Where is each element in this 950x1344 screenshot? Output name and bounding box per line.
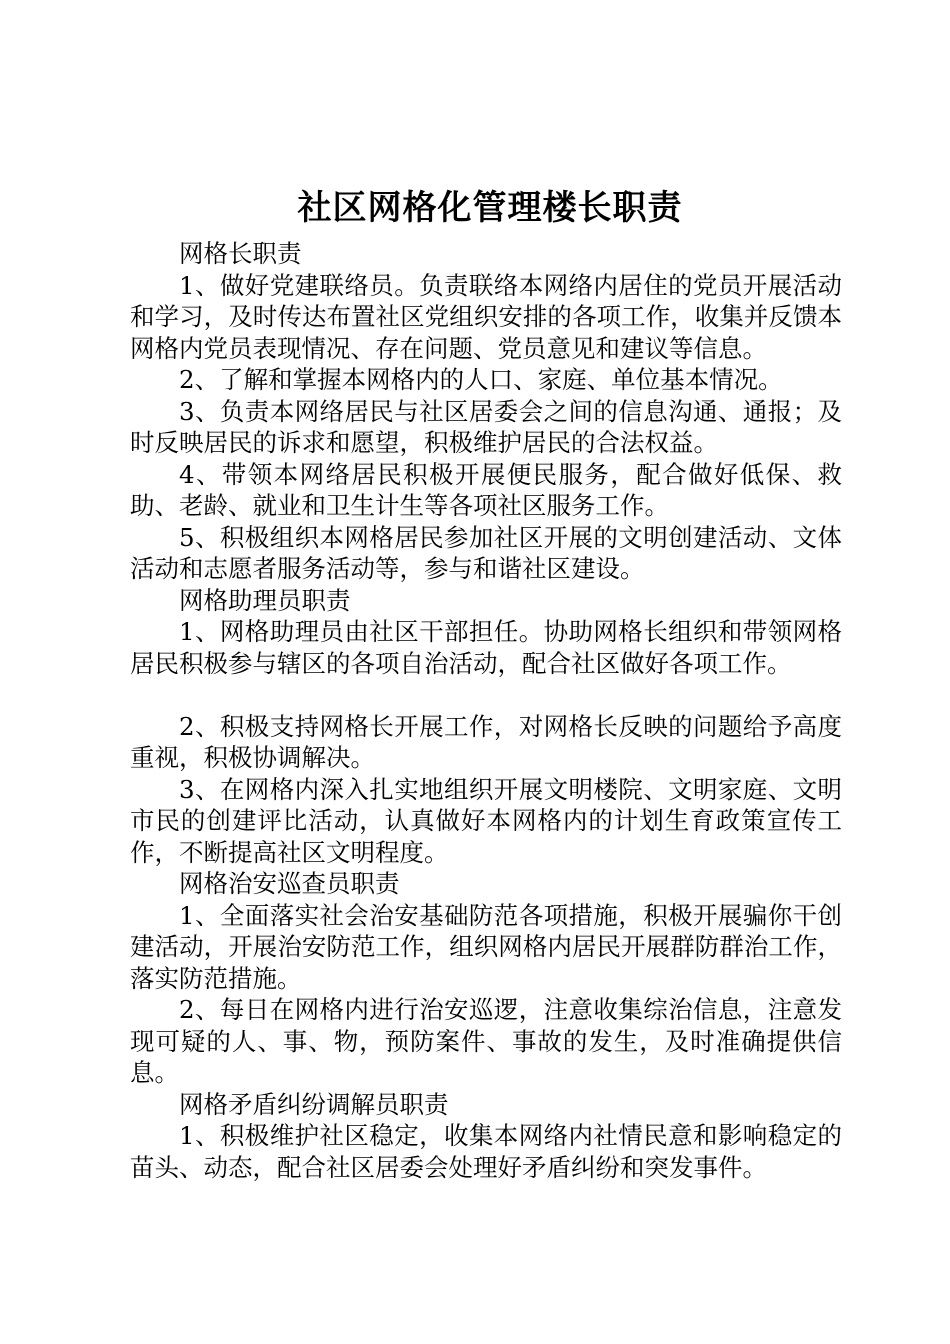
document-page (130, 178, 842, 1183)
paragraph-item: 1、全面落实社会治安基础防范各项措施，积极开展骗你干创建活动，开展治安防范工作，组织网格内居民开展群防群治工作，落实防范措施。 (130, 900, 842, 993)
paragraph-item: 1、网格助理员由社区干部担任。协助网格长组织和带领网格居民积极参与辖区的各项自治活动，配合社区做好各项工作。 (130, 617, 842, 678)
document-title: 社区网格化管理楼长职责 (297, 188, 683, 228)
section-heading-grid-assistant: 网格助理员职责 (179, 585, 351, 615)
paragraph-gap (130, 679, 842, 711)
paragraph-item: 2、积极支持网格长开展工作，对网格长反映的问题给予高度重视，积极协调解决。 (130, 711, 842, 772)
paragraph-item: 3、负责本网络居民与社区居委会之间的信息沟通、通报；及时反映居民的诉求和愿望，积极维护居民的合法权益。 (130, 396, 842, 457)
paragraph-item: 1、做好党建联络员。负责联络本网络内居住的党员开展活动和学习，及时传达布置社区党组织安排的各项工作，收集并反馈本网格内党员表现情况、存在问题、党员意见和建议等信息。 (130, 270, 842, 363)
paragraph-item: 4、带领本网络居民积极开展便民服务，配合做好低保、救助、老龄、就业和卫生计生等各项社区服务工作。 (130, 459, 842, 520)
section-heading-grid-leader: 网格长职责 (179, 239, 302, 268)
paragraph-item: 2、了解和掌握本网格内的人口、家庭、单位基本情况。 (179, 365, 783, 394)
section-heading-dispute-mediator: 网格矛盾纠纷调解员职责 (179, 1089, 449, 1119)
paragraph-item: 5、积极组织本网格居民参加社区开展的文明创建活动、文体活动和志愿者服务活动等，参与和谐社区建设。 (130, 522, 842, 583)
paragraph-item: 3、在网格内深入扎实地组织开展文明楼院、文明家庭、文明市民的创建评比活动，认真做好本网格内的计划生育政策宣传工作，不断提高社区文明程度。 (130, 774, 842, 867)
section-heading-security-patrol: 网格治安巡查员职责 (179, 869, 400, 898)
paragraph-item: 2、每日在网格内进行治安巡逻，注意收集综治信息，注意发现可疑的人、事、物，预防案件、事故的发生，及时准确提供信息。 (130, 995, 842, 1087)
paragraph-item: 1、积极维护社区稳定，收集本网络内社情民意和影响稳定的苗头、动态，配合社区居委会处理好矛盾纠纷和突发事件。 (130, 1121, 842, 1182)
